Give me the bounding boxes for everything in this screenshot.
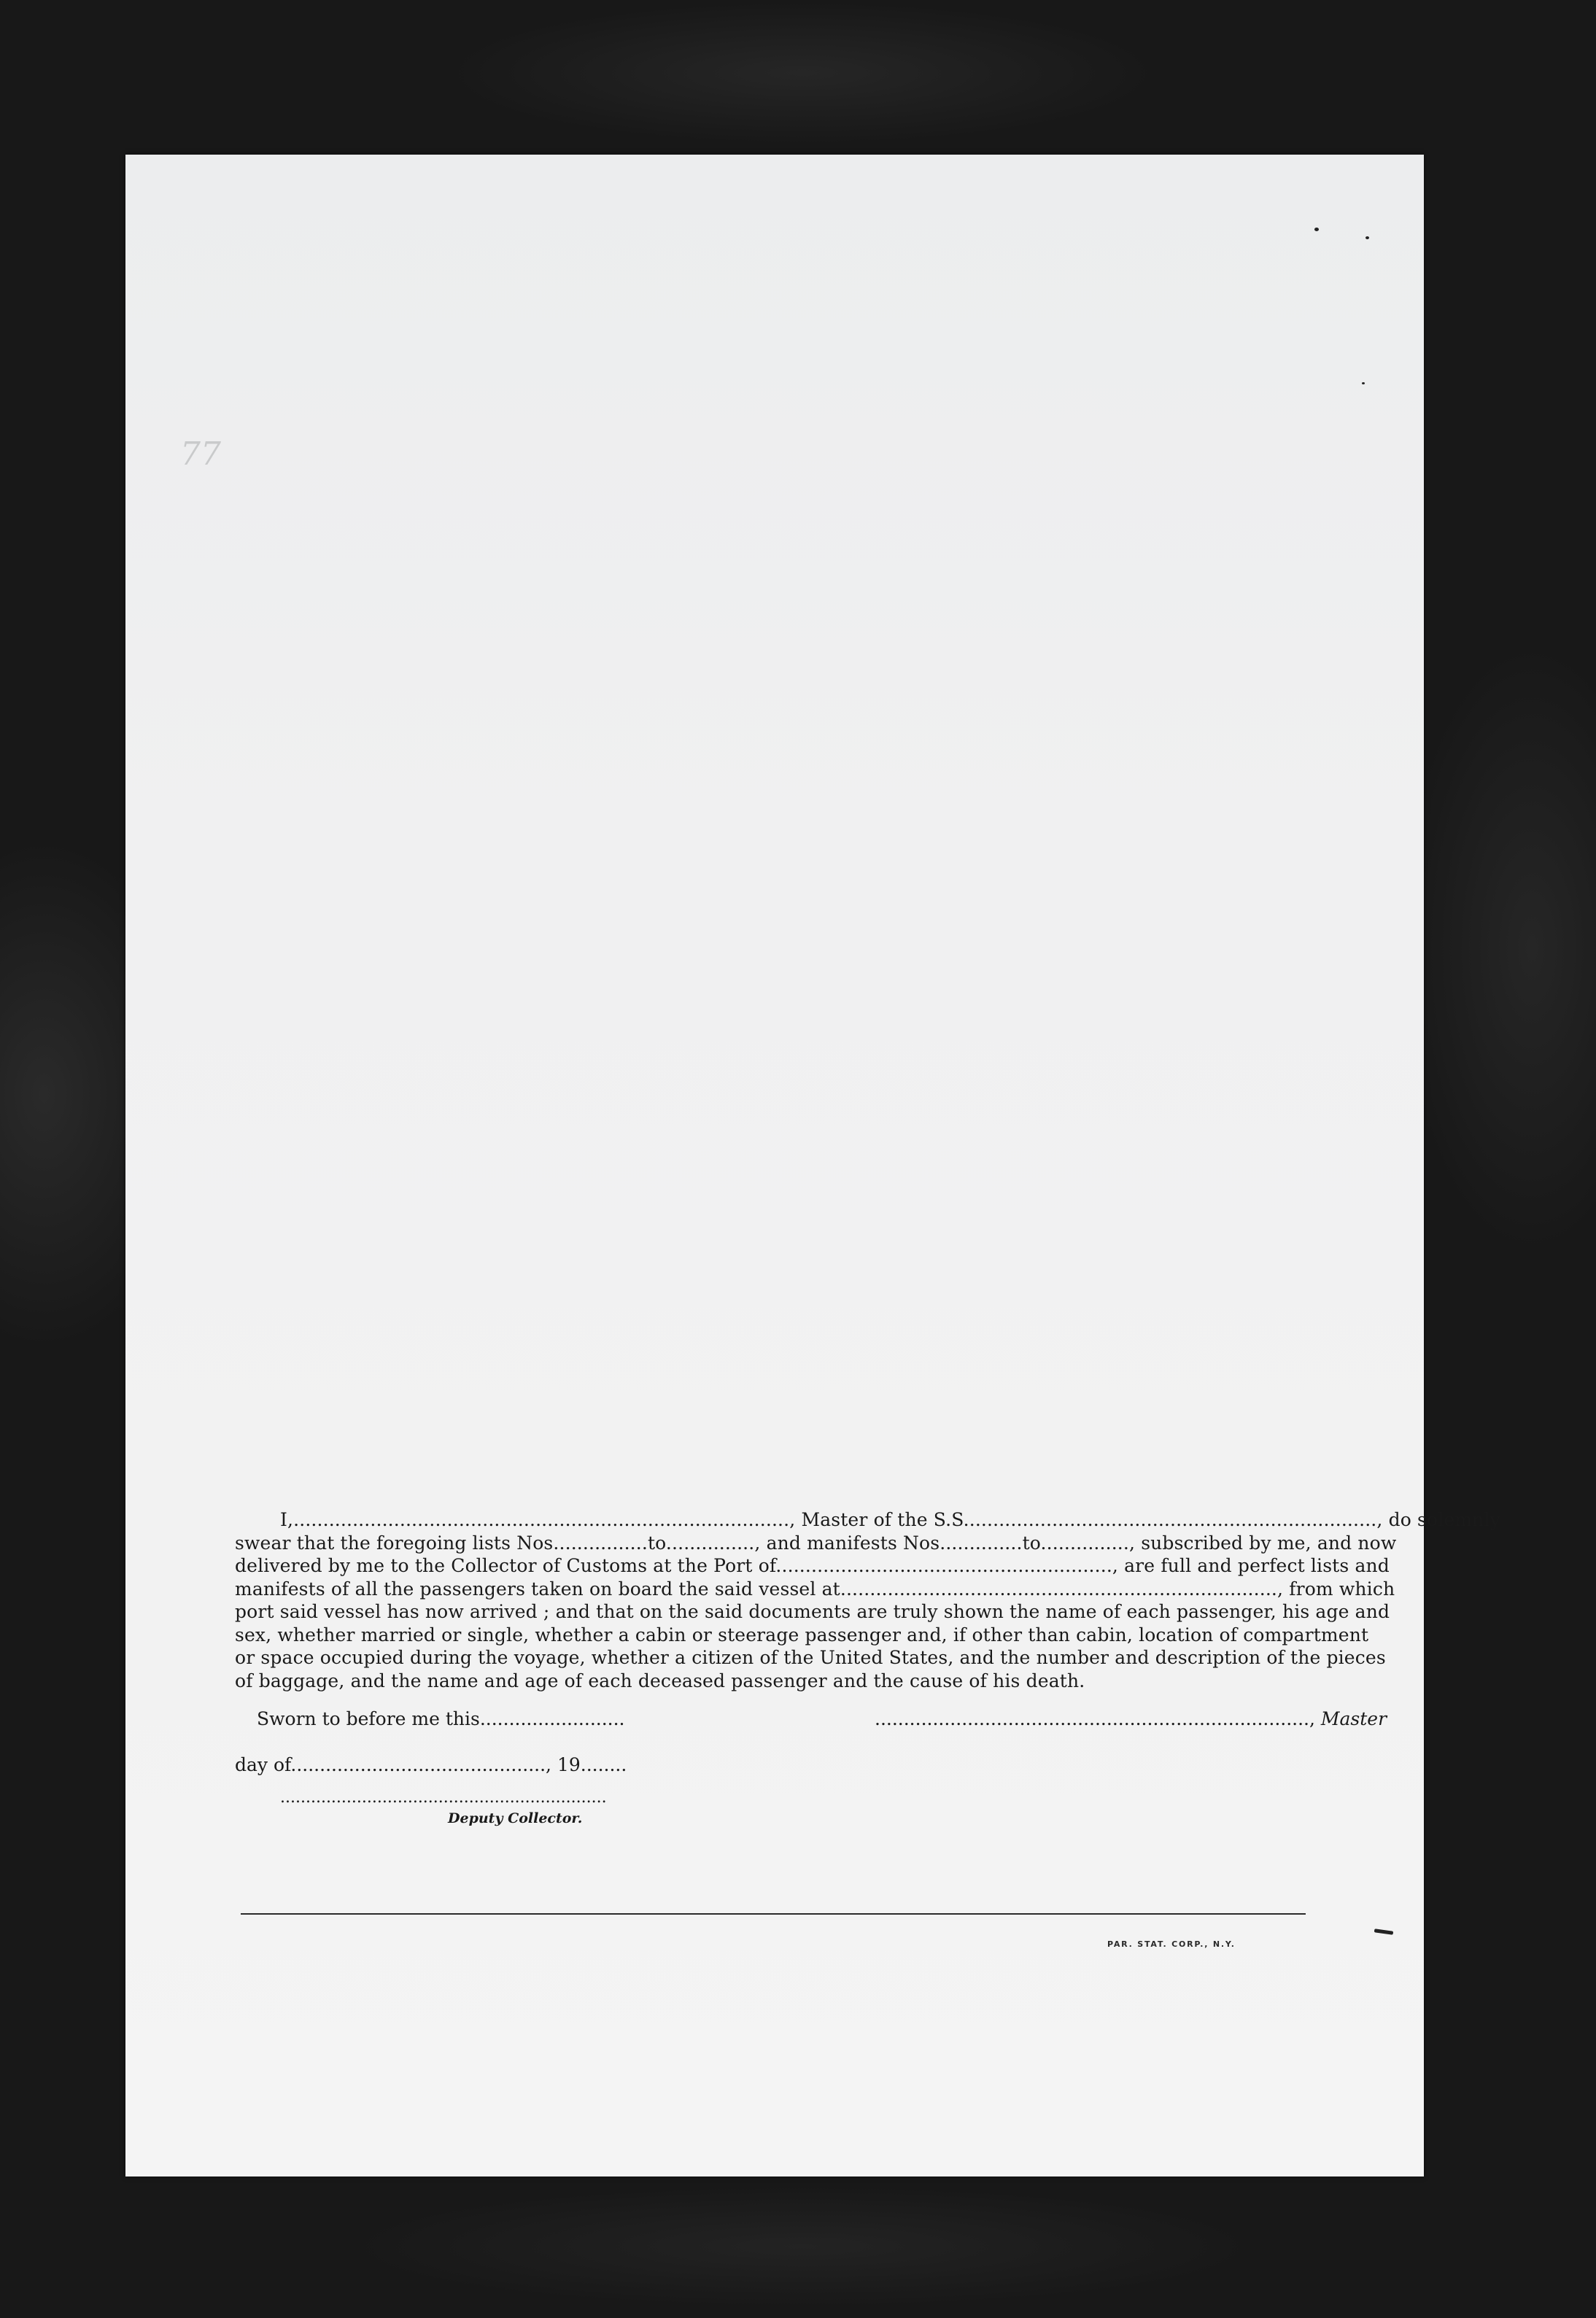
master-oath-paragraph <box>235 1508 1500 1692</box>
margin-pencil-mark: 77 <box>180 435 221 473</box>
sworn-before-line: Sworn to before me this......................... <box>257 1708 625 1729</box>
ink-speck <box>1314 228 1319 231</box>
oath-line: port said vessel has now arrived ; and that on the said documents are truly shown the name of each passenger, his age and <box>235 1601 1390 1622</box>
oath-line: I,...................................................................................., Master of the S.S......................................................................, do solemnly <box>280 1509 1500 1530</box>
oath-line: or space occupied during the voyage, whether a citizen of the United States, and the number and description of the pieces <box>235 1647 1386 1668</box>
oath-line: swear that the foregoing lists Nos................to..............., and manifests Nos..............to..............., subscribed by me, and now <box>235 1532 1397 1554</box>
deputy-signature-dots: ................................................................ <box>280 1788 607 1807</box>
day-of-line: day of............................................, 19........ <box>235 1754 627 1775</box>
master-label: Master <box>1320 1708 1387 1729</box>
master-signature-dots: ..........................................................................., <box>875 1708 1315 1729</box>
oath-line: delivered by me to the Collector of Customs at the Port of........................................................., are full and perfect lists and <box>235 1555 1390 1576</box>
ink-speck <box>1362 382 1365 384</box>
oath-line: sex, whether married or single, whether a cabin or steerage passenger and, if other than cabin, location of compartment <box>235 1624 1369 1646</box>
master-signature-line <box>875 1708 1387 1729</box>
footer-rule <box>241 1913 1306 1915</box>
ink-speck <box>1374 1929 1393 1935</box>
printer-imprint: PAR. STAT. CORP., N.Y. <box>1107 1939 1236 1949</box>
deputy-collector-label: Deputy Collector. <box>448 1810 583 1826</box>
oath-line: of baggage, and the name and age of each deceased passenger and the cause of his death. <box>235 1670 1085 1691</box>
document-sheet <box>125 155 1500 2176</box>
oath-line: manifests of all the passengers taken on board the said vessel at.........................................................................., from which <box>235 1578 1395 1600</box>
ink-speck <box>1365 236 1369 239</box>
